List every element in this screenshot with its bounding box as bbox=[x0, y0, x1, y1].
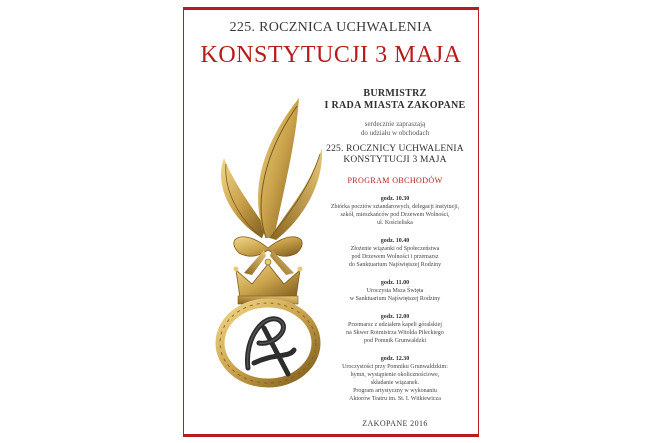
bottom-border-rule bbox=[184, 434, 478, 436]
program-column bbox=[312, 88, 478, 403]
invite-line-2: do udziału w obchodach bbox=[360, 129, 430, 137]
event-time: godz. 11.00 bbox=[380, 280, 410, 286]
ribbon-bow bbox=[234, 237, 302, 256]
event-description: Złożenie wiązanki od Społeczeństwa pod Drzewem Wolności i przemarsz do Sanktuarium Najświętszej Rodziny bbox=[348, 246, 442, 268]
event-description: Przemarsz z udziałem kapeli góralskiej na Skwer Rotmistrza Witolda Pileckiego pod Pomnik Grunwaldzki bbox=[346, 322, 444, 344]
event-description: Uroczystości przy Pomniku Grunwaldzkim: hymn, wystąpienie okolicznościowe, składanie wiązanek. Program artystyczny w wykonaniu Aktorów Teatru im. St. I. Witkiewicza bbox=[342, 364, 448, 402]
anniversary-line-2: KONSTYTUCJI 3 MAJA bbox=[343, 155, 447, 165]
poster bbox=[183, 7, 479, 437]
top-border-rule bbox=[184, 8, 478, 10]
event-description: Zbiórka pocztów sztandarowych, delegacji instytucji, szkół, mieszkańców pod Drzewem Wolności, ul. Kościeliska bbox=[330, 204, 460, 226]
program-event bbox=[312, 279, 478, 303]
organizer-line-1: BURMISTRZ bbox=[363, 88, 427, 99]
program-event bbox=[312, 313, 478, 345]
program-event bbox=[312, 237, 478, 269]
monogram bbox=[247, 319, 294, 374]
crown bbox=[236, 264, 300, 298]
program-event bbox=[312, 355, 478, 403]
event-time: godz. 12.30 bbox=[380, 356, 410, 362]
event-time: godz. 12.00 bbox=[380, 314, 410, 320]
event-time: godz. 10.30 bbox=[380, 196, 410, 202]
footer-place-year: ZAKOPANE 2016 bbox=[362, 419, 428, 428]
anniversary-line-1: 225. ROCZNICY UCHWALENIA bbox=[326, 144, 464, 154]
header-subtitle: 225. ROCZNICA UCHWALENIA bbox=[229, 20, 433, 35]
header-title: KONSTYTUCJI 3 MAJA bbox=[200, 42, 462, 68]
program-event bbox=[312, 195, 478, 227]
event-time: godz. 10.40 bbox=[380, 238, 410, 244]
program-title: PROGRAM OBCHODÓW bbox=[347, 176, 443, 185]
event-description: Uroczysta Msza Święta w Sanktuarium Najświętszej Rodziny bbox=[349, 288, 441, 302]
organizer-line-2: I RADA MIASTA ZAKOPANE bbox=[324, 100, 466, 111]
invite-line-1: serdecznie zapraszają bbox=[364, 120, 426, 128]
